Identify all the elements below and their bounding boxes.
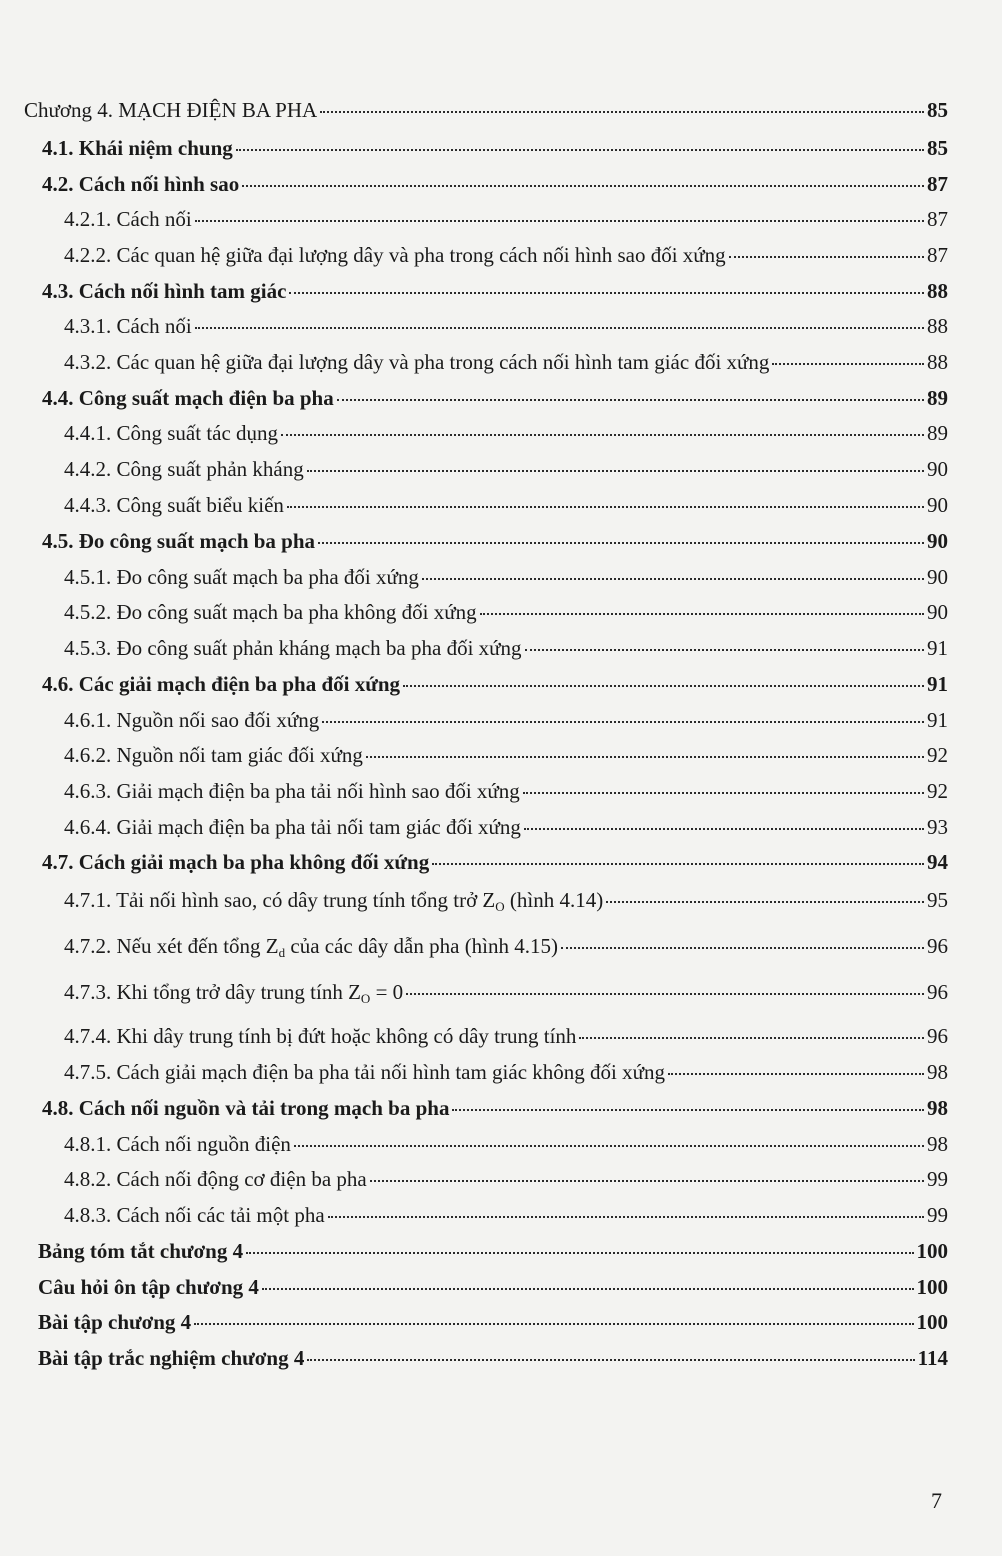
toc-entry (38, 1308, 948, 1336)
toc-title: 4.3.2. Các quan hệ giữa đại lượng dây và pha trong cách nối hình tam giác đối xứng (64, 350, 770, 374)
dot-leader (480, 613, 924, 615)
toc-entry (38, 1273, 948, 1301)
toc-page: 87 (927, 243, 948, 267)
dot-leader (525, 649, 924, 651)
dot-leader (328, 1216, 924, 1218)
dot-leader (422, 578, 924, 580)
toc-title: 4.3. Cách nối hình tam giác (42, 279, 287, 303)
toc-title: 4.1. Khái niệm chung (42, 136, 233, 160)
toc-entry (64, 563, 948, 591)
toc-page: 87 (927, 207, 948, 231)
toc-entry (38, 1237, 948, 1265)
toc-title: 4.2.2. Các quan hệ giữa đại lượng dây và pha trong cách nối hình sao đối xứng (64, 243, 726, 267)
dot-leader (370, 1180, 924, 1182)
toc-entry (64, 741, 948, 769)
toc-page: 96 (927, 980, 948, 1004)
dot-leader (452, 1109, 924, 1111)
toc-entry (64, 455, 948, 483)
toc-page: 90 (927, 529, 948, 553)
toc-entry (64, 932, 948, 967)
toc-entry (64, 1058, 948, 1086)
toc-title: Bảng tóm tắt chương 4 (38, 1239, 244, 1263)
toc-entry (64, 491, 948, 519)
toc-entry (64, 598, 948, 626)
toc-page: 98 (927, 1060, 948, 1084)
dot-leader (668, 1073, 924, 1075)
dot-leader (246, 1252, 913, 1254)
toc-page: 90 (927, 457, 948, 481)
toc-page: 85 (927, 98, 948, 122)
toc-title: Câu hỏi ôn tập chương 4 (38, 1275, 259, 1299)
dot-leader (307, 470, 924, 472)
toc-title: 4.8.2. Cách nối động cơ điện ba pha (64, 1167, 367, 1191)
toc-page: 96 (927, 934, 948, 958)
toc-page: 100 (916, 1239, 948, 1263)
toc-entry (64, 886, 948, 921)
dot-leader (337, 399, 924, 401)
dot-leader (195, 327, 924, 329)
toc-entry (42, 277, 948, 305)
toc-title: 4.6.2. Nguồn nối tam giác đối xứng (64, 743, 363, 767)
dot-leader (403, 685, 924, 687)
toc-page: 91 (927, 708, 948, 732)
toc-entry (64, 813, 948, 841)
toc-title: 4.7.1. Tải nối hình sao, có dây trung tính tổng trở $Z_O$ (hình 4.14) (64, 888, 604, 914)
dot-leader (432, 863, 924, 865)
toc-title: Chương 4. MẠCH ĐIỆN BA PHA (24, 98, 318, 122)
toc-page: 99 (927, 1203, 948, 1227)
dot-leader (772, 363, 924, 365)
toc-entry (42, 170, 948, 198)
toc-page: 90 (927, 565, 948, 589)
toc-title: 4.7.5. Cách giải mạch điện ba pha tải nối hình tam giác không đối xứng (64, 1060, 666, 1084)
toc-title: 4.5.3. Đo công suất phản kháng mạch ba pha đối xứng (64, 636, 522, 660)
toc-title: 4.8.3. Cách nối các tải một pha (64, 1203, 325, 1227)
toc-entry (64, 419, 948, 447)
dot-leader (320, 111, 924, 113)
toc-page: 88 (927, 314, 948, 338)
dot-leader (579, 1037, 924, 1039)
toc-page: 89 (927, 421, 948, 445)
toc-title: 4.4. Công suất mạch điện ba pha (42, 386, 334, 410)
toc-chapter (24, 96, 948, 124)
toc-title: 4.6.4. Giải mạch điện ba pha tải nối tam giác đối xứng (64, 815, 521, 839)
dot-leader (318, 542, 924, 544)
toc-title: 4.4.3. Công suất biểu kiến (64, 493, 284, 517)
toc-page: 100 (916, 1310, 948, 1334)
toc-title: 4.4.1. Công suất tác dụng (64, 421, 279, 445)
toc-entry (64, 1022, 948, 1050)
toc-entry (64, 312, 948, 340)
toc-entry (42, 134, 948, 162)
dot-leader (236, 149, 924, 151)
toc-title: Bài tập chương 4 (38, 1310, 192, 1334)
dot-leader (366, 756, 924, 758)
toc-title: 4.7.2. Nếu xét đến tổng $Z_d$ của các dây dẫn pha (hình 4.15) (64, 934, 559, 960)
toc-entry (42, 384, 948, 412)
toc-title: 4.8.1. Cách nối nguồn điện (64, 1132, 291, 1156)
toc-page: 100 (916, 1275, 948, 1299)
toc-page: 114 (917, 1346, 948, 1370)
toc-page: 91 (927, 636, 948, 660)
toc-title: 4.7.4. Khi dây trung tính bị đứt hoặc không có dây trung tính (64, 1024, 577, 1048)
toc-page: 91 (927, 672, 948, 696)
toc-title: 4.5.1. Đo công suất mạch ba pha đối xứng (64, 565, 419, 589)
toc-title: Bài tập trắc nghiệm chương 4 (38, 1346, 305, 1370)
dot-leader (322, 721, 924, 723)
toc-entry (64, 241, 948, 269)
toc-page: 99 (927, 1167, 948, 1191)
toc-entry (38, 1344, 948, 1372)
toc-title: 4.5. Đo công suất mạch ba pha (42, 529, 316, 553)
toc-title: 4.6.1. Nguồn nối sao đối xứng (64, 708, 320, 732)
toc-page: 98 (927, 1096, 948, 1120)
toc-title: 4.6. Các giải mạch điện ba pha đối xứng (42, 672, 400, 696)
toc-page: 89 (927, 386, 948, 410)
toc-entry (64, 706, 948, 734)
toc-title: 4.3.1. Cách nối (64, 314, 192, 338)
toc-entry (64, 1201, 948, 1229)
dot-leader (242, 185, 924, 187)
toc-page: 95 (927, 888, 948, 912)
toc-page: 90 (927, 493, 948, 517)
toc-page: 85 (927, 136, 948, 160)
toc-page: 87 (927, 172, 948, 196)
toc-title: 4.6.3. Giải mạch điện ba pha tải nối hình sao đối xứng (64, 779, 520, 803)
toc-title: 4.8. Cách nối nguồn và tải trong mạch ba pha (42, 1096, 450, 1120)
toc-entry (42, 670, 948, 698)
dot-leader (287, 506, 924, 508)
dot-leader (195, 220, 924, 222)
toc-page: 93 (927, 815, 948, 839)
toc-title: 4.5.2. Đo công suất mạch ba pha không đối xứng (64, 600, 477, 624)
toc-entry (64, 1165, 948, 1193)
toc-entry (64, 634, 948, 662)
toc-page: 96 (927, 1024, 948, 1048)
dot-leader (289, 292, 924, 294)
dot-leader (406, 993, 924, 995)
toc-title: 4.2.1. Cách nối (64, 207, 192, 231)
dot-leader (523, 792, 924, 794)
toc-entry (42, 848, 948, 876)
toc-title: 4.7. Cách giải mạch ba pha không đối xứng (42, 850, 430, 874)
toc-page: 92 (927, 743, 948, 767)
dot-leader (194, 1323, 913, 1325)
dot-leader (606, 901, 924, 903)
toc-page: 94 (927, 850, 948, 874)
dot-leader (524, 828, 924, 830)
toc-entry (64, 777, 948, 805)
toc-title: 4.7.3. Khi tổng trở dây trung tính $Z_O = 0$ (64, 980, 404, 1006)
toc-page: 88 (927, 350, 948, 374)
dot-leader (281, 434, 924, 436)
toc-page: 90 (927, 600, 948, 624)
toc-entry (64, 1130, 948, 1158)
toc-entry (64, 205, 948, 233)
dot-leader (729, 256, 924, 258)
toc-title: 4.4.2. Công suất phản kháng (64, 457, 304, 481)
toc-page: 88 (927, 279, 948, 303)
toc-title: 4.2. Cách nối hình sao (42, 172, 240, 196)
dot-leader (262, 1288, 914, 1290)
toc-page: 98 (927, 1132, 948, 1156)
toc-entry (42, 527, 948, 555)
toc-page: 92 (927, 779, 948, 803)
dot-leader (561, 947, 924, 949)
toc-entry (42, 1094, 948, 1122)
toc-entry (64, 978, 948, 1013)
page-number: 7 (931, 1488, 942, 1513)
dot-leader (307, 1359, 914, 1361)
toc-entry (64, 348, 948, 376)
dot-leader (294, 1145, 924, 1147)
